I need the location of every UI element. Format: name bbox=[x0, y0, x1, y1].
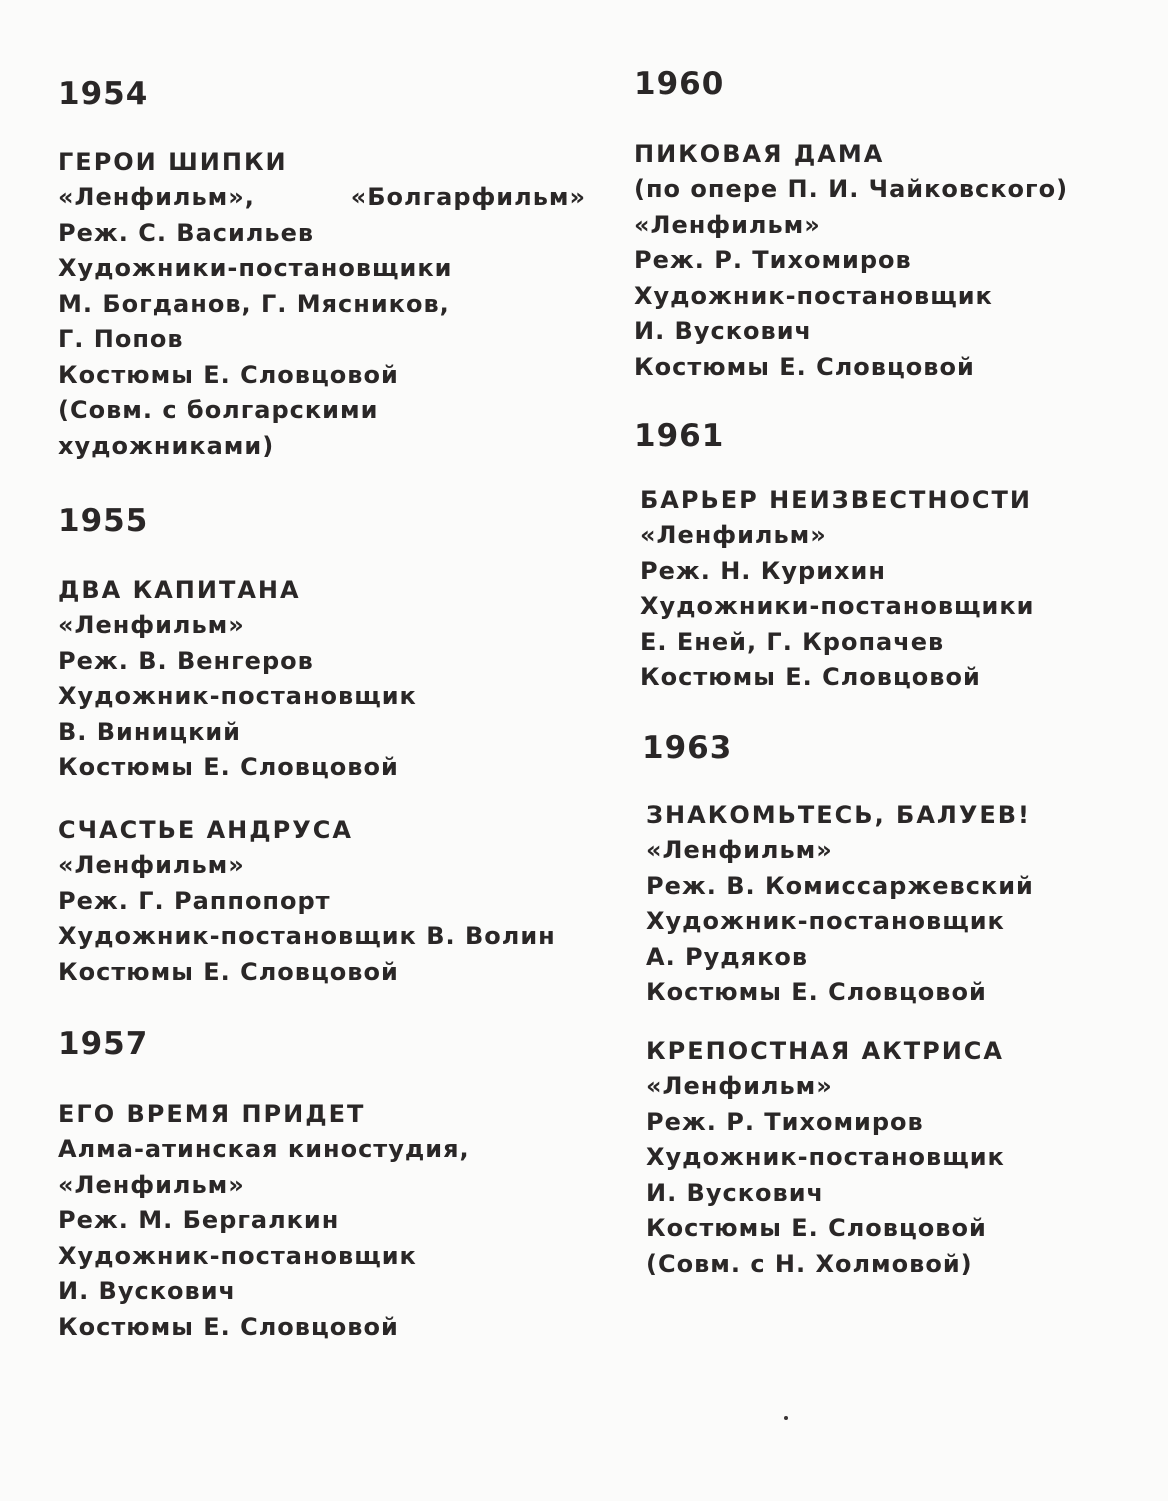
art-director-role: Художник-постановщик bbox=[646, 907, 1005, 935]
costumes-line: Костюмы Е. Словцовой bbox=[646, 1214, 987, 1242]
studio-line: «Ленфильм» bbox=[58, 1170, 245, 1199]
director-line: Реж. Р. Тихомиров bbox=[646, 1107, 924, 1136]
art-director-names: В. Виницкий bbox=[58, 717, 241, 746]
filmography-entry-schastye-andrusa bbox=[58, 812, 556, 990]
film-title: СЧАСТЬЕ АНДРУСА bbox=[58, 816, 353, 844]
art-director-names: И. Вускович bbox=[634, 317, 812, 345]
director-line: Реж. Г. Раппопорт bbox=[58, 886, 331, 915]
costumes-line: Костюмы Е. Словцовой bbox=[58, 360, 399, 389]
studio-line: «Ленфильм» bbox=[634, 210, 821, 239]
filmography-entry-barier-neizvestnosti bbox=[640, 482, 1034, 696]
studio-line: «Ленфильм» bbox=[646, 1072, 833, 1100]
year-heading-1954: 1954 bbox=[58, 76, 149, 112]
art-director-names: А. Рудяков bbox=[646, 942, 809, 971]
art-director-line: Художник-постановщик В. Волин bbox=[58, 922, 556, 950]
art-director-names: Г. Попов bbox=[58, 325, 184, 353]
year-heading-1963: 1963 bbox=[642, 730, 733, 766]
director-line: Реж. В. Комиссаржевский bbox=[646, 871, 1034, 900]
director-line: Реж. С. Васильев bbox=[58, 218, 315, 247]
year-heading-1961: 1961 bbox=[634, 418, 725, 454]
costumes-line: Костюмы Е. Словцовой bbox=[58, 1312, 399, 1341]
art-director-role: Художник-постановщик bbox=[634, 281, 993, 310]
studio-line: «Ленфильм» bbox=[640, 521, 827, 549]
studio: «Болгарфильм» bbox=[350, 183, 586, 211]
art-director-names: М. Богданов, Г. Мясников, bbox=[58, 289, 450, 318]
art-director-names: Е. Еней, Г. Кропачев bbox=[640, 627, 945, 656]
director-line: Реж. М. Бергалкин bbox=[58, 1206, 340, 1234]
art-director-role: Художник-постановщик bbox=[58, 1241, 417, 1270]
art-director-names: И. Вускович bbox=[58, 1277, 236, 1305]
filmography-entry-dva-kapitana bbox=[58, 572, 417, 786]
studio: «Ленфильм», bbox=[58, 183, 255, 211]
costumes-line: Костюмы Е. Словцовой bbox=[640, 663, 981, 691]
costumes-line: Костюмы Е. Словцовой bbox=[58, 753, 399, 781]
year-heading-1960: 1960 bbox=[634, 66, 725, 102]
filmography-entry-znakomtes-baluev bbox=[646, 797, 1034, 1011]
costumes-line: Костюмы Е. Словцовой bbox=[634, 352, 975, 381]
filmography-entry-krepostnaya-aktrisa bbox=[646, 1033, 1005, 1282]
film-title: ЗНАКОМЬТЕСЬ, БАЛУЕВ! bbox=[646, 801, 1031, 829]
studio-line bbox=[58, 180, 586, 216]
director-line: Реж. В. Венгеров bbox=[58, 646, 314, 675]
studio-line: «Ленфильм» bbox=[646, 836, 833, 864]
studio-line: Алма-атинская киностудия, bbox=[58, 1135, 470, 1163]
collaboration-note: (Совм. с Н. Холмовой) bbox=[646, 1249, 973, 1278]
filmography-entry-geroi-shipki bbox=[58, 144, 586, 464]
collaboration-note: художниками) bbox=[58, 431, 275, 460]
art-director-names: И. Вускович bbox=[646, 1178, 824, 1207]
filmography-entry-ego-vremya-pridet bbox=[58, 1096, 470, 1345]
film-title: ПИКОВАЯ ДАМА bbox=[634, 140, 885, 168]
studio-line: «Ленфильм» bbox=[58, 851, 245, 879]
film-title: ДВА КАПИТАНА bbox=[58, 576, 301, 604]
studio-line: «Ленфильм» bbox=[58, 611, 245, 639]
film-title: БАРЬЕР НЕИЗВЕСТНОСТИ bbox=[640, 486, 1032, 514]
director-line: Реж. Р. Тихомиров bbox=[634, 246, 912, 274]
film-title: ГЕРОИ ШИПКИ bbox=[58, 148, 288, 176]
director-line: Реж. Н. Курихин bbox=[640, 556, 886, 585]
filmography-entry-pikovaya-dama bbox=[634, 136, 1068, 385]
film-title: КРЕПОСТНАЯ АКТРИСА bbox=[646, 1037, 1004, 1065]
film-title: ЕГО ВРЕМЯ ПРИДЕТ bbox=[58, 1100, 366, 1128]
year-heading-1957: 1957 bbox=[58, 1026, 149, 1062]
year-heading-1955: 1955 bbox=[58, 503, 149, 539]
art-director-role: Художники-постановщики bbox=[640, 592, 1035, 620]
art-director-role: Художники-постановщики bbox=[58, 254, 453, 282]
print-speck bbox=[784, 1416, 788, 1420]
costumes-line: Костюмы Е. Словцовой bbox=[646, 978, 987, 1006]
art-director-role: Художник-постановщик bbox=[58, 682, 417, 710]
source-line: (по опере П. И. Чайковского) bbox=[634, 175, 1069, 203]
collaboration-note: (Совм. с болгарскими bbox=[58, 396, 379, 424]
art-director-role: Художник-постановщик bbox=[646, 1143, 1005, 1171]
costumes-line: Костюмы Е. Словцовой bbox=[58, 957, 399, 986]
